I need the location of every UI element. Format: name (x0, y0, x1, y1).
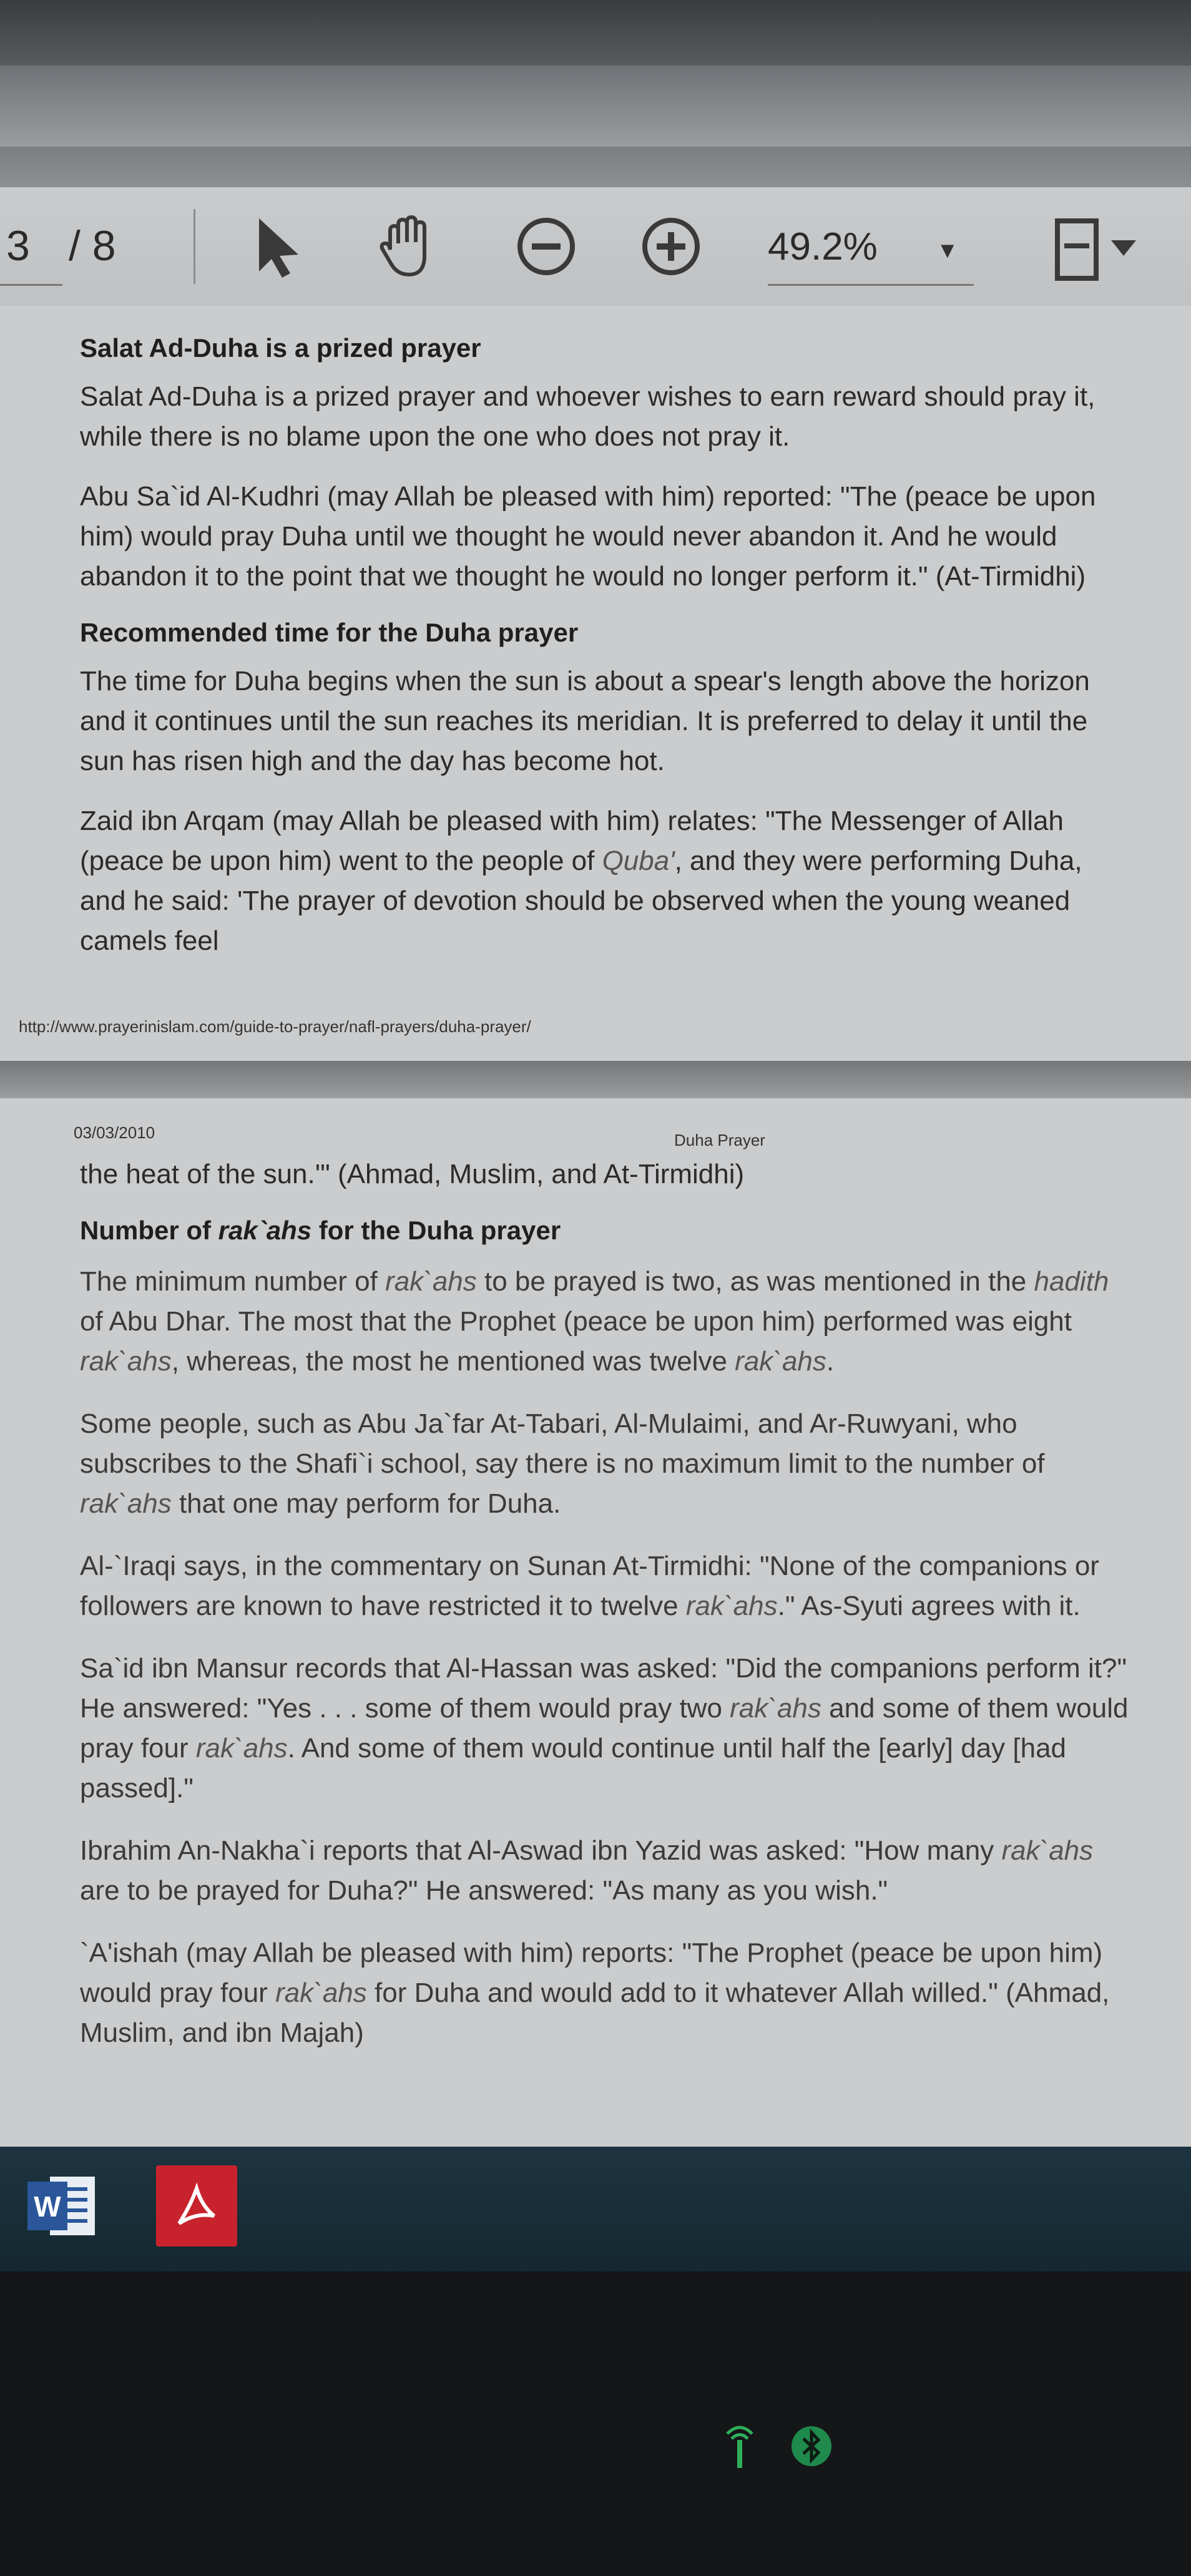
paragraph-al-iraqi (80, 1546, 1129, 1626)
page-separator (0, 1061, 1191, 1098)
paragraph-text: Some people, such as Abu Ja`far At-Tabari, Al-Mulaimi, and Ar-Ruwyani, who subscribes to the Shafi`i school, say there is no maximum limit to the number of (80, 1408, 1045, 1479)
paragraph-text: for Duha and would add to it whatever Allah willed." (Ahmad, Muslim, and ibn Majah) (80, 1978, 1110, 2048)
page1-content (80, 331, 1129, 961)
zoom-in-icon[interactable] (637, 212, 705, 281)
paragraph-text: Al-`Iraqi says, in the commentary on Sunan At-Tirmidhi: "None of the companions or followers are known to have restricted it to twelve (80, 1551, 1099, 1621)
section-heading-recommended-time: Recommended time for the Duha prayer (80, 618, 579, 647)
page-header-title: Duha Prayer (674, 1131, 765, 1149)
paragraph-text: ." As-Syuti agrees with it. (777, 1591, 1081, 1621)
page2-content (80, 1154, 1129, 2053)
italic-term: Quba' (602, 846, 675, 876)
italic-term: rak`ahs (80, 1346, 172, 1377)
italic-term: rak`ahs (385, 1266, 477, 1297)
paragraph-text: Zaid ibn Arqam (may Allah be pleased with him) relates: "The Messenger of Allah (peace be upon him) went to the people of (80, 806, 1064, 876)
italic-term: rak`ahs (730, 1693, 821, 1724)
monitor-bottom-bezel (0, 2271, 1191, 2576)
paragraph-text: Sa`id ibn Mansur records that Al-Hassan was asked: "Did the companions perform it?" He answered: "Yes . . . some of them would pray two (80, 1653, 1127, 1724)
section-heading-number-rakahs (80, 1213, 1129, 1248)
zoom-underline (768, 284, 974, 286)
paragraph-zaid-ibn-arqam (80, 801, 1129, 961)
italic-term: rak`ahs (685, 1591, 778, 1621)
paragraph-text: are to be prayed for Duha?" He answered: "As many as you wish." (80, 1875, 888, 1906)
paragraph-some-people (80, 1404, 1129, 1524)
acrobat-app-icon[interactable] (156, 2165, 237, 2247)
italic-term: rak`ahs (80, 1488, 172, 1519)
paragraph-text: to be prayed is two, as was mentioned in the (476, 1266, 1034, 1297)
toolbar-divider (194, 209, 195, 284)
paragraph-text: of Abu Dhar. The most that the Prophet (peace be upon him) performed was eight (80, 1306, 1072, 1337)
taskbar (0, 2147, 1191, 2271)
paragraph-text: , and they were performing Duha, and he said: 'The prayer of devotion should be observed when the young weaned camels feel (80, 846, 1082, 956)
paragraph-said-ibn-mansur (80, 1649, 1129, 1808)
paragraph-aishah (80, 1933, 1129, 2053)
page-footer-url[interactable]: http://www.prayerinislam.com/guide-to-prayer/nafl-prayers/duha-prayer/ (19, 1017, 531, 1036)
pdf-page-2 (0, 1098, 1191, 2147)
paragraph-ibrahim (80, 1831, 1129, 1911)
bluetooth-icon[interactable] (790, 2421, 833, 2471)
paragraph-minimum-number (80, 1262, 1129, 1382)
italic-term: hadith (1034, 1266, 1109, 1297)
zoom-level[interactable]: 49.2% (768, 225, 878, 268)
paragraph-text: , whereas, the most he mentioned was twelve (171, 1346, 735, 1377)
paragraph-text: . And some of them would continue until half the [early] day [had passed]." (80, 1733, 1067, 1803)
pdf-toolbar (0, 187, 1191, 307)
italic-term: rak`ahs (275, 1978, 367, 2008)
heading-italic: rak`ahs (218, 1216, 312, 1245)
paragraph-text: Ibrahim An-Nakha`i reports that Al-Aswad ibn Yazid was asked: "How many (80, 1835, 1002, 1866)
heading-text: Number of (80, 1216, 218, 1245)
chevron-down-icon[interactable]: ▼ (936, 237, 959, 263)
heading-text: for the Duha prayer (311, 1216, 561, 1245)
italic-term: rak`ahs (1001, 1835, 1094, 1866)
pdf-page-1 (0, 306, 1191, 1061)
paragraph-text: `A'ishah (may Allah be pleased with him) reports: "The Prophet (peace be upon him) would pray four (80, 1938, 1103, 2008)
page-total: / 8 (69, 222, 116, 270)
italic-term: rak`ahs (735, 1346, 826, 1377)
word-icon-letter: W (34, 2190, 61, 2223)
paragraph-duha-time: The time for Duha begins when the sun is about a spear's length above the horizon and it continues until the sun reaches its meridian. It is preferred to delay it until the sun has risen high and the day has become hot. (80, 666, 1090, 776)
paragraph-text: that one may perform for Duha. (171, 1488, 561, 1519)
section-heading-prized-prayer: Salat Ad-Duha is a prized prayer (80, 333, 481, 363)
paragraph-text: . (826, 1346, 835, 1377)
hand-pan-icon[interactable] (375, 212, 443, 281)
page-number-input[interactable]: 3 (6, 222, 30, 270)
fit-page-icon[interactable] (1049, 212, 1142, 287)
paragraph-prized-prayer: Salat Ad-Duha is a prized prayer and whoever wishes to earn reward should pray it, while there is no blame upon the one who does not pray it. (80, 381, 1095, 452)
italic-term: rak`ahs (195, 1733, 288, 1764)
zoom-out-icon[interactable] (512, 212, 581, 281)
paragraph-continuation: the heat of the sun.'" (Ahmad, Muslim, and At-Tirmidhi) (80, 1159, 745, 1189)
network-icon[interactable] (712, 2421, 768, 2471)
word-app-icon[interactable] (25, 2172, 100, 2240)
select-arrow-icon[interactable] (250, 212, 306, 281)
page-input-underline (0, 284, 62, 286)
paragraph-text: The minimum number of (80, 1266, 386, 1297)
window-menu-strip (0, 66, 1191, 147)
page-header-date: 03/03/2010 (74, 1123, 155, 1142)
paragraph-abu-said: Abu Sa`id Al-Kudhri (may Allah be pleased with him) reported: "The (peace be upon him) would pray Duha until we thought he would never abandon it. And he would abandon it to the point that we thought he would no longer perform it." (At-Tirmidhi) (80, 481, 1096, 592)
paragraph-text: and some of them would pray four (80, 1693, 1129, 1764)
